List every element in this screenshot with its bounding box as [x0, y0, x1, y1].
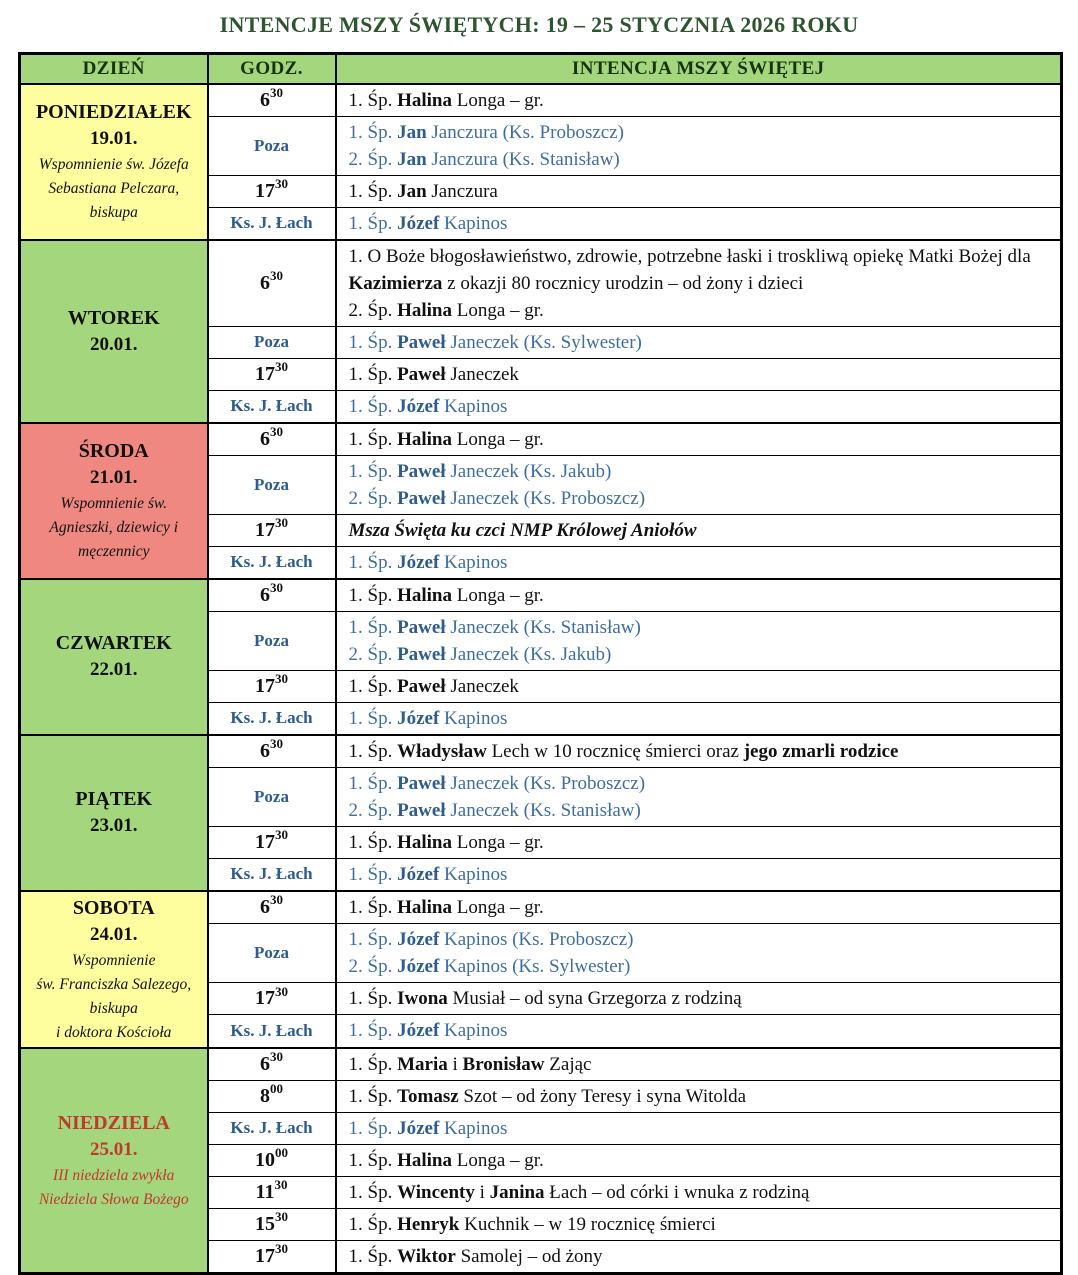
- day-date: 24.01.: [90, 923, 138, 945]
- intention-line: 1. Śp. Paweł Janeczek: [348, 363, 519, 385]
- intention-line: 1. Śp. Władysław Lech w 10 rocznicę śmierci oraz jego zmarli rodzice: [348, 740, 899, 762]
- day-name: PIĄTEK: [75, 788, 153, 810]
- slot-label: Ks. J. Łach: [230, 1020, 313, 1040]
- header-row: [20, 54, 1062, 84]
- mass-time: $17^{30}$: [255, 670, 288, 697]
- slot-label: Ks. J. Łach: [230, 864, 313, 883]
- intention-line: 1. Śp. Paweł Janeczek (Ks. Stanisław): [348, 616, 641, 638]
- time-cell: [208, 983, 336, 1015]
- day-note-line: Agnieszki, dziewicy i: [49, 519, 179, 536]
- day-note-line: Wspomnienie św. Józefa: [38, 156, 189, 173]
- column-header-intention: INTENCJA MSZY ŚWIĘTEJ: [336, 54, 1062, 84]
- time-cell: [208, 735, 336, 768]
- intention-cell: [336, 1015, 1062, 1048]
- day-date: 21.01.: [90, 467, 138, 488]
- intention-cell: [336, 1208, 1062, 1240]
- slot-label-cell: [208, 390, 336, 423]
- mass-time: $6^{30}$: [260, 891, 283, 918]
- time-cell: [208, 1176, 336, 1208]
- day-cell: [20, 240, 208, 423]
- slot-label: Ks. J. Łach: [230, 1118, 313, 1137]
- intention-cell: [336, 579, 1062, 612]
- intention-cell: [336, 1176, 1062, 1208]
- day-cell: [20, 735, 208, 891]
- intention-line: 1. Śp. Józef Kapinos: [348, 863, 508, 885]
- intention-cell: [336, 1144, 1062, 1176]
- slot-label: Poza: [254, 332, 289, 351]
- mass-time: $17^{30}$: [255, 983, 288, 1010]
- intention-line: 1. Śp. Józef Kapinos: [348, 1020, 508, 1042]
- mass-time: $6^{30}$: [260, 423, 283, 450]
- intention-line: 1. Śp. Halina Longa – gr.: [348, 428, 544, 450]
- intention-cell: [336, 767, 1062, 826]
- intention-cell: [336, 1048, 1062, 1081]
- slot-label-cell: [208, 1112, 336, 1144]
- slot-label-cell: [208, 767, 336, 826]
- slot-label-cell: [208, 702, 336, 735]
- day-note-line: i doktora Kościoła: [56, 1023, 172, 1041]
- day-note-line: III niedziela zwykła: [53, 1166, 175, 1184]
- day-date: 25.01.: [90, 1138, 138, 1160]
- slot-label-cell: [208, 455, 336, 514]
- intention-cell: [336, 826, 1062, 858]
- column-header-time: GODZ.: [208, 54, 336, 84]
- intention-cell: [336, 84, 1062, 117]
- slot-label-cell: [208, 611, 336, 670]
- mass-time: $6^{30}$: [260, 579, 283, 606]
- intention-line: 1. Śp. Henryk Kuchnik – w 19 rocznicę śmierci: [348, 1213, 716, 1235]
- intention-cell: [336, 358, 1062, 390]
- day-cell: [20, 891, 208, 1048]
- intention-cell: [336, 858, 1062, 891]
- mass-row: [20, 735, 1062, 768]
- intention-cell: [336, 923, 1062, 982]
- intention-line: 1. Śp. Józef Kapinos: [348, 707, 508, 729]
- intention-cell: [336, 1080, 1062, 1112]
- intention-line: 2. Śp. Paweł Janeczek (Ks. Stanisław): [348, 799, 641, 821]
- intention-line: 1. Śp. Wincenty i Janina Łach – od córki i wnuka z rodziną: [348, 1181, 810, 1203]
- slot-label: Poza: [254, 474, 289, 494]
- intention-cell: [336, 891, 1062, 924]
- day-note-line: biskupa: [89, 999, 138, 1017]
- intention-line: 1. Śp. Józef Kapinos: [348, 1117, 508, 1139]
- day-name: SOBOTA: [72, 896, 155, 919]
- page-title: INTENCJE MSZY ŚWIĘTYCH: 19 – 25 STYCZNIA 2026 ROKU: [219, 12, 859, 37]
- mass-row: [20, 1048, 1062, 1081]
- day-name: PONIEDZIAŁEK: [35, 101, 192, 123]
- day-note-line: Wspomnienie św.: [60, 495, 167, 512]
- time-cell: [208, 1208, 336, 1240]
- intention-cell: [336, 546, 1062, 579]
- intention-line: 2. Śp. Paweł Janeczek (Ks. Proboszcz): [348, 487, 646, 509]
- intention-line: 1. Śp. Józef Kapinos (Ks. Proboszcz): [348, 928, 634, 950]
- intention-cell: [336, 735, 1062, 768]
- intention-line: 1. Śp. Halina Longa – gr.: [348, 1149, 544, 1171]
- mass-time: $11^{30}$: [255, 1176, 288, 1203]
- mass-time: $6^{30}$: [260, 1048, 283, 1075]
- day-date: 19.01.: [90, 128, 138, 149]
- time-cell: [208, 84, 336, 117]
- intention-line: 1. Śp. Jan Janczura (Ks. Proboszcz): [348, 121, 624, 143]
- intention-line: Msza Święta ku czci NMP Królowej Aniołów: [348, 519, 697, 541]
- day-cell: [20, 423, 208, 579]
- intention-cell: [336, 702, 1062, 735]
- intention-line: 1. Śp. Józef Kapinos: [348, 551, 508, 573]
- slot-label-cell: [208, 116, 336, 175]
- day-date: 20.01.: [90, 333, 138, 355]
- mass-time: $6^{30}$: [260, 84, 283, 111]
- mass-time: $10^{00}$: [255, 1144, 288, 1171]
- time-cell: [208, 514, 336, 546]
- intention-cell: [336, 175, 1062, 207]
- day-name: CZWARTEK: [55, 632, 172, 654]
- intention-cell: [336, 116, 1062, 175]
- mass-time: $15^{30}$: [255, 1208, 288, 1235]
- mass-time: $6^{30}$: [260, 267, 283, 294]
- day-note-line: Wspomnienie: [71, 951, 156, 969]
- day-name: NIEDZIELA: [57, 1111, 170, 1134]
- intention-line: 1. Śp. Paweł Janeczek (Ks. Jakub): [348, 460, 612, 482]
- day-note-line: biskupa: [89, 204, 138, 221]
- slot-label: Poza: [254, 786, 289, 806]
- intention-line: 1. Śp. Wiktor Samolej – od żony: [348, 1245, 603, 1267]
- slot-label-cell: [208, 546, 336, 579]
- intention-cell: [336, 390, 1062, 423]
- day-cell: [20, 1048, 208, 1274]
- day-name: WTOREK: [67, 306, 160, 329]
- slot-label-cell: [208, 923, 336, 982]
- time-cell: [208, 1080, 336, 1112]
- column-header-day: DZIEŃ: [20, 54, 208, 84]
- time-cell: [208, 240, 336, 327]
- day-date: 22.01.: [90, 659, 138, 680]
- intention-cell: [336, 240, 1062, 327]
- intention-line: 1. Śp. Maria i Bronisław Zając: [348, 1053, 592, 1075]
- table-body: [20, 84, 1062, 1274]
- slot-label: Ks. J. Łach: [230, 213, 313, 232]
- mass-time: $17^{30}$: [255, 1240, 288, 1267]
- day-note-line: św. Franciszka Salezego,: [36, 975, 192, 993]
- intention-line: 2. Śp. Jan Janczura (Ks. Stanisław): [348, 148, 620, 170]
- intention-line: 1. Śp. Józef Kapinos: [348, 395, 508, 417]
- day-note-line: męczennicy: [78, 543, 150, 560]
- slot-label: Poza: [254, 630, 289, 650]
- day-note-line: Sebastiana Pelczara,: [48, 180, 180, 197]
- mass-row: [20, 579, 1062, 612]
- mass-row: [20, 423, 1062, 456]
- time-cell: [208, 670, 336, 702]
- intention-line: 1. Śp. Józef Kapinos: [348, 212, 508, 234]
- intention-cell: [336, 1240, 1062, 1273]
- time-cell: [208, 423, 336, 456]
- slot-label: Ks. J. Łach: [230, 708, 313, 727]
- intention-cell: [336, 455, 1062, 514]
- intention-line: 1. Śp. Halina Longa – gr.: [348, 896, 544, 918]
- time-cell: [208, 891, 336, 924]
- day-cell: [20, 579, 208, 735]
- mass-time: $17^{30}$: [255, 175, 288, 202]
- mass-time: $17^{30}$: [255, 514, 288, 541]
- intention-cell: [336, 611, 1062, 670]
- slot-label: Poza: [254, 135, 289, 155]
- mass-row: [20, 84, 1062, 117]
- intention-line: 1. Śp. Paweł Janeczek (Ks. Sylwester): [348, 331, 642, 353]
- mass-time: $17^{30}$: [255, 826, 288, 853]
- intention-line: 1. Śp. Iwona Musiał – od syna Grzegorza z rodziną: [348, 988, 742, 1010]
- intention-line: 1. Śp. Paweł Janeczek (Ks. Proboszcz): [348, 772, 646, 794]
- intention-cell: [336, 670, 1062, 702]
- day-cell: [20, 84, 208, 240]
- intention-line: 1. Śp. Halina Longa – gr.: [348, 831, 544, 853]
- mass-row: [20, 240, 1062, 327]
- intention-cell: [336, 423, 1062, 456]
- intention-line: 1. Śp. Halina Longa – gr.: [348, 584, 544, 606]
- intention-line: 1. Śp. Paweł Janeczek: [348, 675, 519, 697]
- intention-line: 1. Śp. Halina Longa – gr.: [348, 89, 544, 111]
- time-cell: [208, 1240, 336, 1273]
- intention-line: 1. Śp. Jan Janczura: [348, 180, 498, 202]
- day-date: 23.01.: [90, 815, 138, 836]
- slot-label: Ks. J. Łach: [230, 396, 313, 415]
- intention-line: 2. Śp. Paweł Janeczek (Ks. Jakub): [348, 643, 612, 665]
- mass-row: [20, 891, 1062, 924]
- slot-label-cell: [208, 326, 336, 358]
- mass-time: $8^{00}$: [260, 1080, 283, 1107]
- intention-cell: [336, 1112, 1062, 1144]
- mass-time: $17^{30}$: [255, 358, 288, 385]
- slot-label: Ks. J. Łach: [230, 552, 313, 571]
- slot-label-cell: [208, 1015, 336, 1048]
- intention-cell: [336, 983, 1062, 1015]
- mass-time: $6^{30}$: [260, 735, 283, 762]
- intention-line: 1. Śp. Tomasz Szot – od żony Teresy i syna Witolda: [348, 1085, 747, 1107]
- intention-line: 2. Śp. Józef Kapinos (Ks. Sylwester): [348, 955, 631, 977]
- day-name: ŚRODA: [78, 440, 149, 462]
- intention-cell: [336, 326, 1062, 358]
- slot-label-cell: [208, 858, 336, 891]
- intention-line: 1. O Boże błogosławieństwo, zdrowie, potrzebne łaski i troskliwą opiekę Matki Bożej dla Kazimierza z okazji 80 rocznicy urodzin – od żony i dzieci: [348, 245, 1031, 294]
- intention-line: 2. Śp. Halina Longa – gr.: [348, 299, 544, 321]
- time-cell: [208, 358, 336, 390]
- time-cell: [208, 1048, 336, 1081]
- time-cell: [208, 175, 336, 207]
- slot-label: Poza: [254, 942, 289, 962]
- slot-label-cell: [208, 207, 336, 240]
- time-cell: [208, 826, 336, 858]
- intention-cell: [336, 207, 1062, 240]
- intention-cell: [336, 514, 1062, 546]
- time-cell: [208, 579, 336, 612]
- day-note-line: Niedziela Słowa Bożego: [38, 1190, 189, 1208]
- time-cell: [208, 1144, 336, 1176]
- mass-intentions-table: [18, 52, 1063, 1275]
